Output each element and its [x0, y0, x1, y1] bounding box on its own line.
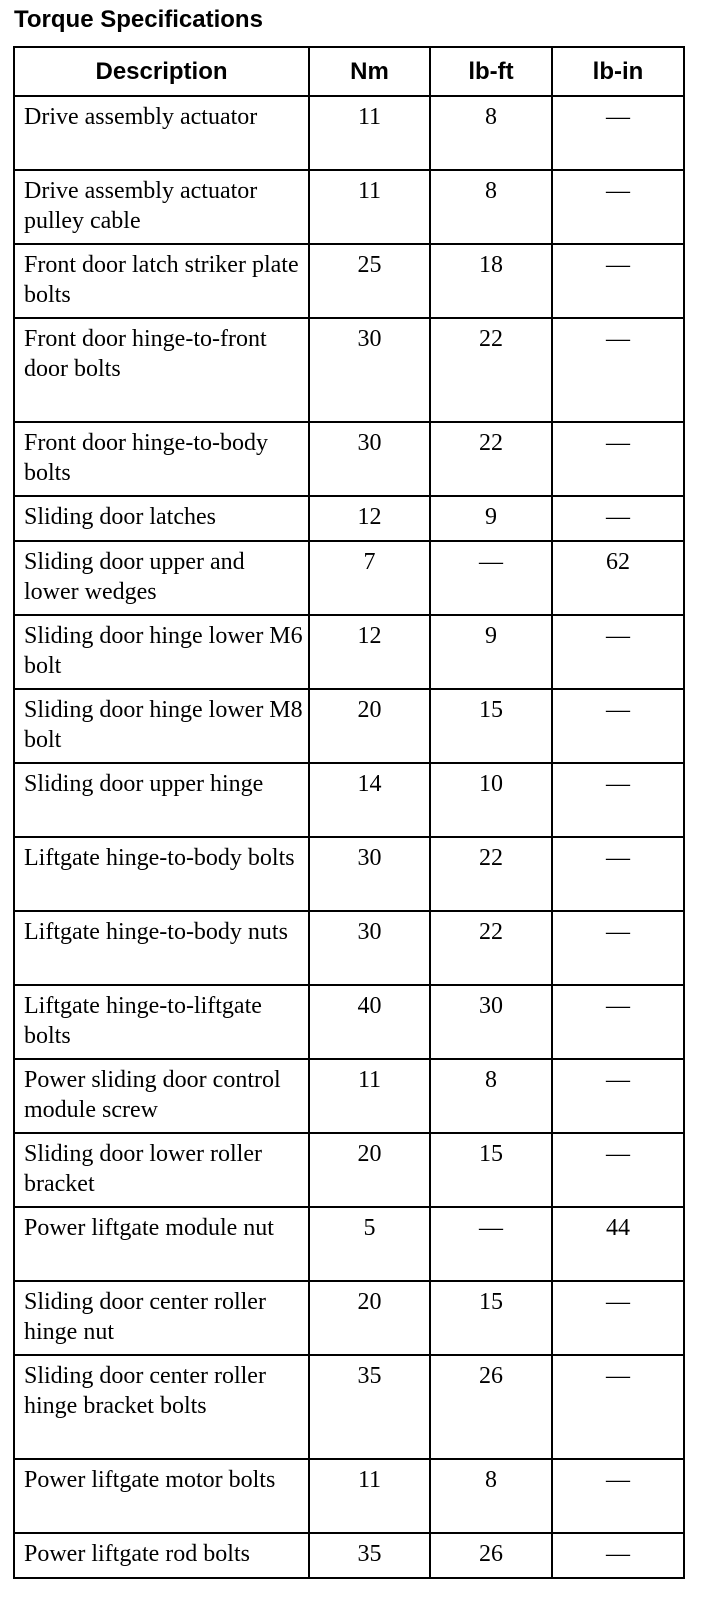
table-row: [14, 170, 684, 244]
table-row: [14, 541, 684, 615]
lbft-cell: 9: [430, 615, 552, 689]
table-row: [14, 615, 684, 689]
nm-cell: 35: [309, 1355, 430, 1459]
torque-spec-table: [13, 46, 685, 1579]
description-cell: Drive assembly actuator: [14, 96, 309, 170]
lbft-cell: 18: [430, 244, 552, 318]
lbin-cell: —: [552, 615, 684, 689]
description-cell: Power liftgate module nut: [14, 1207, 309, 1281]
lbft-cell: 8: [430, 1059, 552, 1133]
lbin-cell: —: [552, 496, 684, 541]
lbin-cell: 62: [552, 541, 684, 615]
description-cell: Liftgate hinge-to-body nuts: [14, 911, 309, 985]
lbft-cell: 22: [430, 318, 552, 422]
description-cell: Sliding door center roller hinge nut: [14, 1281, 309, 1355]
page-title: Torque Specifications: [14, 6, 263, 33]
nm-cell: 12: [309, 496, 430, 541]
lbin-cell: —: [552, 1533, 684, 1578]
nm-cell: 11: [309, 1459, 430, 1533]
lbft-cell: —: [430, 541, 552, 615]
nm-cell: 11: [309, 1059, 430, 1133]
lbft-cell: 26: [430, 1533, 552, 1578]
lbft-cell: 15: [430, 689, 552, 763]
table-row: [14, 1281, 684, 1355]
lbin-cell: —: [552, 763, 684, 837]
table-row: [14, 96, 684, 170]
description-cell: Liftgate hinge-to-liftgate bolts: [14, 985, 309, 1059]
nm-cell: 25: [309, 244, 430, 318]
nm-cell: 20: [309, 689, 430, 763]
table-row: [14, 244, 684, 318]
lbin-cell: —: [552, 911, 684, 985]
nm-cell: 30: [309, 911, 430, 985]
table-row: [14, 1533, 684, 1578]
lbft-cell: 8: [430, 96, 552, 170]
description-cell: Sliding door upper hinge: [14, 763, 309, 837]
table-row: [14, 422, 684, 496]
description-cell: Sliding door lower roller bracket: [14, 1133, 309, 1207]
header-lbft: lb-ft: [430, 47, 552, 96]
table-row: [14, 689, 684, 763]
lbin-cell: —: [552, 689, 684, 763]
lbin-cell: 44: [552, 1207, 684, 1281]
lbft-cell: 8: [430, 1459, 552, 1533]
nm-cell: 11: [309, 170, 430, 244]
lbft-cell: 22: [430, 911, 552, 985]
table-row: [14, 1355, 684, 1459]
description-cell: Drive assembly actuator pulley cable: [14, 170, 309, 244]
lbin-cell: —: [552, 318, 684, 422]
lbin-cell: —: [552, 1459, 684, 1533]
description-cell: Sliding door latches: [14, 496, 309, 541]
header-lbin: lb-in: [552, 47, 684, 96]
lbin-cell: —: [552, 422, 684, 496]
table-header-row: [14, 47, 684, 96]
table-row: [14, 1059, 684, 1133]
nm-cell: 40: [309, 985, 430, 1059]
table-row: [14, 837, 684, 911]
description-cell: Liftgate hinge-to-body bolts: [14, 837, 309, 911]
description-cell: Power sliding door control module screw: [14, 1059, 309, 1133]
nm-cell: 11: [309, 96, 430, 170]
table-row: [14, 1207, 684, 1281]
lbft-cell: 30: [430, 985, 552, 1059]
lbft-cell: 10: [430, 763, 552, 837]
description-cell: Sliding door hinge lower M8 bolt: [14, 689, 309, 763]
nm-cell: 20: [309, 1281, 430, 1355]
lbft-cell: 9: [430, 496, 552, 541]
table-row: [14, 985, 684, 1059]
nm-cell: 30: [309, 837, 430, 911]
lbft-cell: 26: [430, 1355, 552, 1459]
table-row: [14, 763, 684, 837]
description-cell: Front door latch striker plate bolts: [14, 244, 309, 318]
lbin-cell: —: [552, 837, 684, 911]
nm-cell: 5: [309, 1207, 430, 1281]
nm-cell: 14: [309, 763, 430, 837]
lbin-cell: —: [552, 1355, 684, 1459]
table-row: [14, 1459, 684, 1533]
description-cell: Power liftgate motor bolts: [14, 1459, 309, 1533]
lbin-cell: —: [552, 96, 684, 170]
nm-cell: 30: [309, 318, 430, 422]
lbin-cell: —: [552, 1059, 684, 1133]
nm-cell: 20: [309, 1133, 430, 1207]
lbft-cell: 15: [430, 1133, 552, 1207]
lbft-cell: —: [430, 1207, 552, 1281]
description-cell: Power liftgate rod bolts: [14, 1533, 309, 1578]
nm-cell: 30: [309, 422, 430, 496]
nm-cell: 7: [309, 541, 430, 615]
table-row: [14, 911, 684, 985]
lbft-cell: 22: [430, 837, 552, 911]
header-nm: Nm: [309, 47, 430, 96]
description-cell: Sliding door upper and lower wedges: [14, 541, 309, 615]
lbin-cell: —: [552, 1281, 684, 1355]
nm-cell: 12: [309, 615, 430, 689]
lbft-cell: 22: [430, 422, 552, 496]
description-cell: Sliding door hinge lower M6 bolt: [14, 615, 309, 689]
table-row: [14, 318, 684, 422]
lbin-cell: —: [552, 244, 684, 318]
lbin-cell: —: [552, 985, 684, 1059]
description-cell: Front door hinge-to-body bolts: [14, 422, 309, 496]
table-row: [14, 496, 684, 541]
header-description: Description: [14, 47, 309, 96]
description-cell: Front door hinge-to-front door bolts: [14, 318, 309, 422]
nm-cell: 35: [309, 1533, 430, 1578]
table-row: [14, 1133, 684, 1207]
lbin-cell: —: [552, 1133, 684, 1207]
description-cell: Sliding door center roller hinge bracket bolts: [14, 1355, 309, 1459]
lbin-cell: —: [552, 170, 684, 244]
lbft-cell: 15: [430, 1281, 552, 1355]
lbft-cell: 8: [430, 170, 552, 244]
